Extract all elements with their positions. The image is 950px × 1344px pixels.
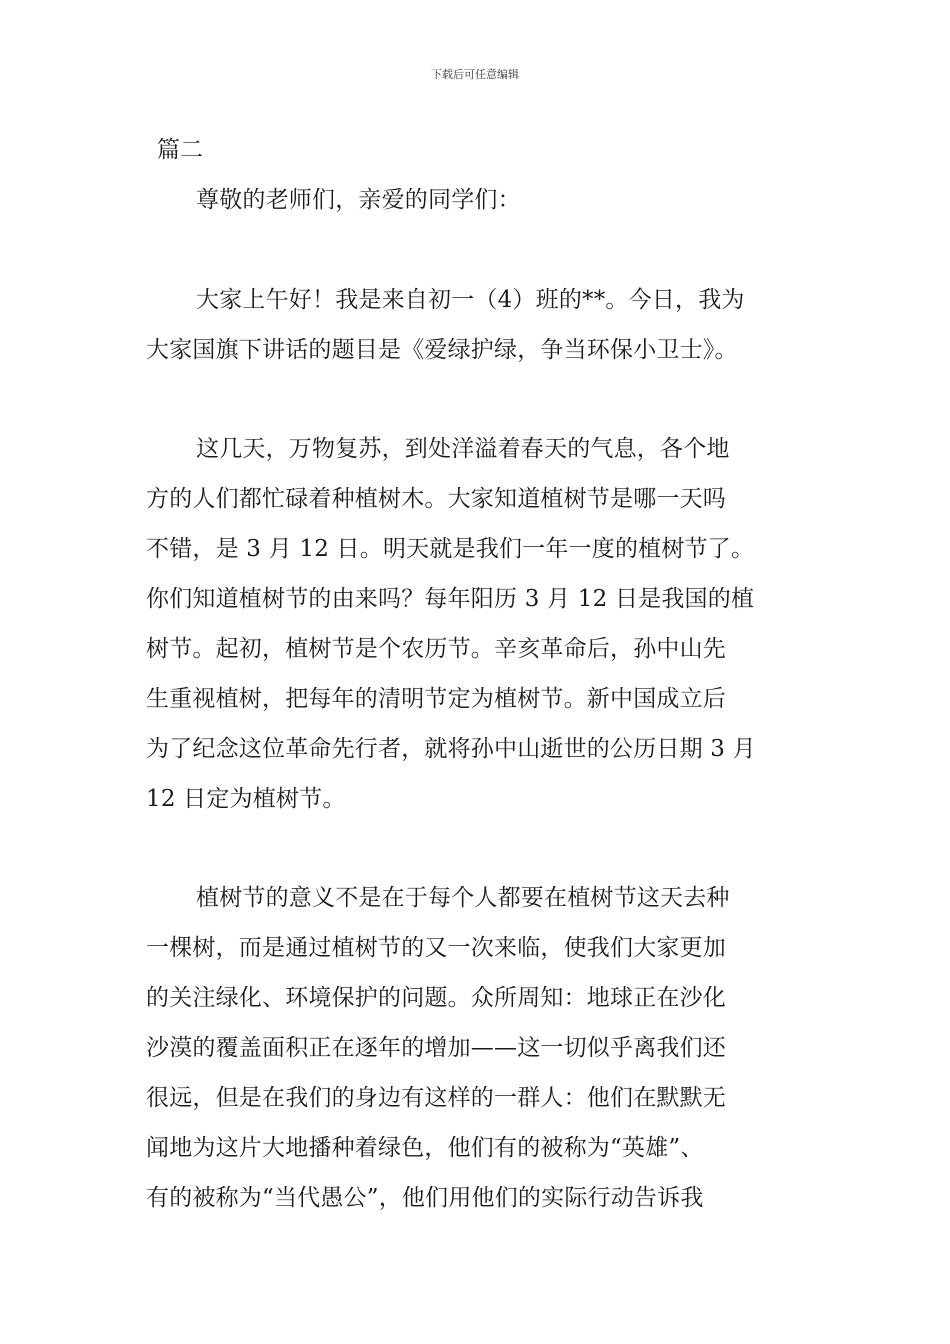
paragraph-3-line-3: 的关注绿化、环境保护的问题。众所周知：地球正在沙化 — [146, 985, 726, 1011]
paragraph-2-line-6: 生重视植树，把每年的清明节定为植树节。新中国成立后 — [146, 686, 726, 712]
paragraph-2-line-2: 方的人们都忙碌着种植树木。大家知道植树节是哪一天吗 — [146, 486, 726, 512]
paragraph-3-line-2: 一棵树，而是通过植树节的又一次来临，使我们大家更加 — [146, 935, 726, 961]
paragraph-3-line-4: 沙漠的覆盖面积正在逐年的增加——这一切似乎离我们还 — [146, 1035, 726, 1061]
paragraph-2-line-8: 12 日定为植树节。 — [146, 786, 346, 812]
paragraph-3-line-5: 很远，但是在我们的身边有这样的一群人：他们在默默无 — [146, 1085, 726, 1111]
paragraph-1-line-1: 大家上午好！我是来自初一（4）班的**。今日，我为 — [196, 287, 745, 313]
paragraph-1-line-2: 大家国旗下讲话的题目是《爱绿护绿，争当环保小卫士》。 — [146, 337, 738, 363]
paragraph-2-line-3: 不错，是 3 月 12 日。明天就是我们一年一度的植树节了。 — [146, 536, 755, 562]
paragraph-2-line-7: 为了纪念这位革命先行者，就将孙中山逝世的公历日期 3 月 — [146, 736, 756, 762]
paragraph-3-line-1: 植树节的意义不是在于每个人都要在植树节这天去种 — [196, 885, 730, 911]
greeting-line: 尊敬的老师们，亲爱的同学们： — [196, 187, 521, 213]
paragraph-2-line-5: 树节。起初，植树节是个农历节。辛亥革命后，孙中山先 — [146, 636, 726, 662]
header-note: 下载后可任意编辑 — [431, 68, 519, 81]
paragraph-3-line-7: 有的被称为“当代愚公”，他们用他们的实际行动告诉我 — [146, 1185, 704, 1211]
section-title: 篇二 — [157, 137, 203, 163]
paragraph-3-line-6: 闻地为这片大地播种着绿色，他们有的被称为“英雄”、 — [146, 1135, 704, 1161]
paragraph-2-line-1: 这几天，万物复苏，到处洋溢着春天的气息，各个地 — [196, 436, 730, 462]
paragraph-2-line-4: 你们知道植树节的由来吗？每年阳历 3 月 12 日是我国的植 — [146, 586, 755, 612]
